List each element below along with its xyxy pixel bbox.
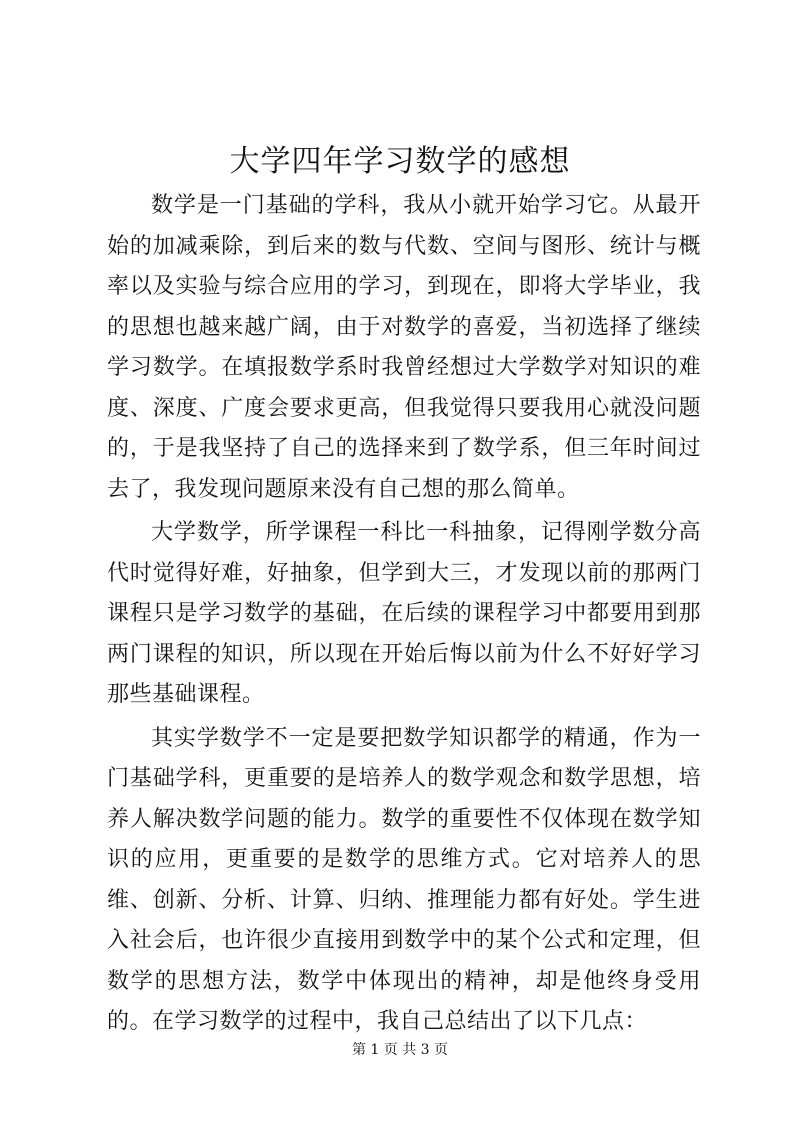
paragraph-3: 其实学数学不一定是要把数学知识都学的精通，作为一门基础学科，更重要的是培养人的数学观念和数学思想，培养人解决数学问题的能力。数学的重要性不仅体现在数学知识的应用，更重要的是数学的思维方式。它对培养人的思维、创新、分析、计算、归纳、推理能力都有好处。学生进入社会后，也许很少直接用到数学中的某个公式和定理，但数学的思想方法，数学中体现出的精神，却是他终身受用的。在学习数学的过程中，我自己总结出了以下几点： <box>107 725 701 1034</box>
page-footer: 第 1 页 共 3 页 <box>351 1042 449 1058</box>
paragraph-2: 大学数学，所学课程一科比一科抽象，记得刚学数分高代时觉得好难，好抽象，但学到大三，才发现以前的那两门课程只是学习数学的基础，在后续的课程学习中都要用到那两门课程的知识，所以现在开始后悔以前为什么不好好学习那些基础课程。 <box>107 520 701 707</box>
document-body <box>107 186 701 1046</box>
document-title: 大学四年学习数学的感想 <box>229 144 571 179</box>
paragraph-1: 数学是一门基础的学科，我从小就开始学习它。从最开始的加减乘除，到后来的数与代数、空间与图形、统计与概率以及实验与综合应用的学习，到现在，即将大学毕业，我的思想也越来越广阔，由于对数学的喜爱，当初选择了继续学习数学。在填报数学系时我曾经想过大学数学对知识的难度、深度、广度会要求更高，但我觉得只要我用心就没问题的，于是我坚持了自己的选择来到了数学系，但三年时间过去了，我发现问题原来没有自己想的那么简单。 <box>107 193 701 502</box>
